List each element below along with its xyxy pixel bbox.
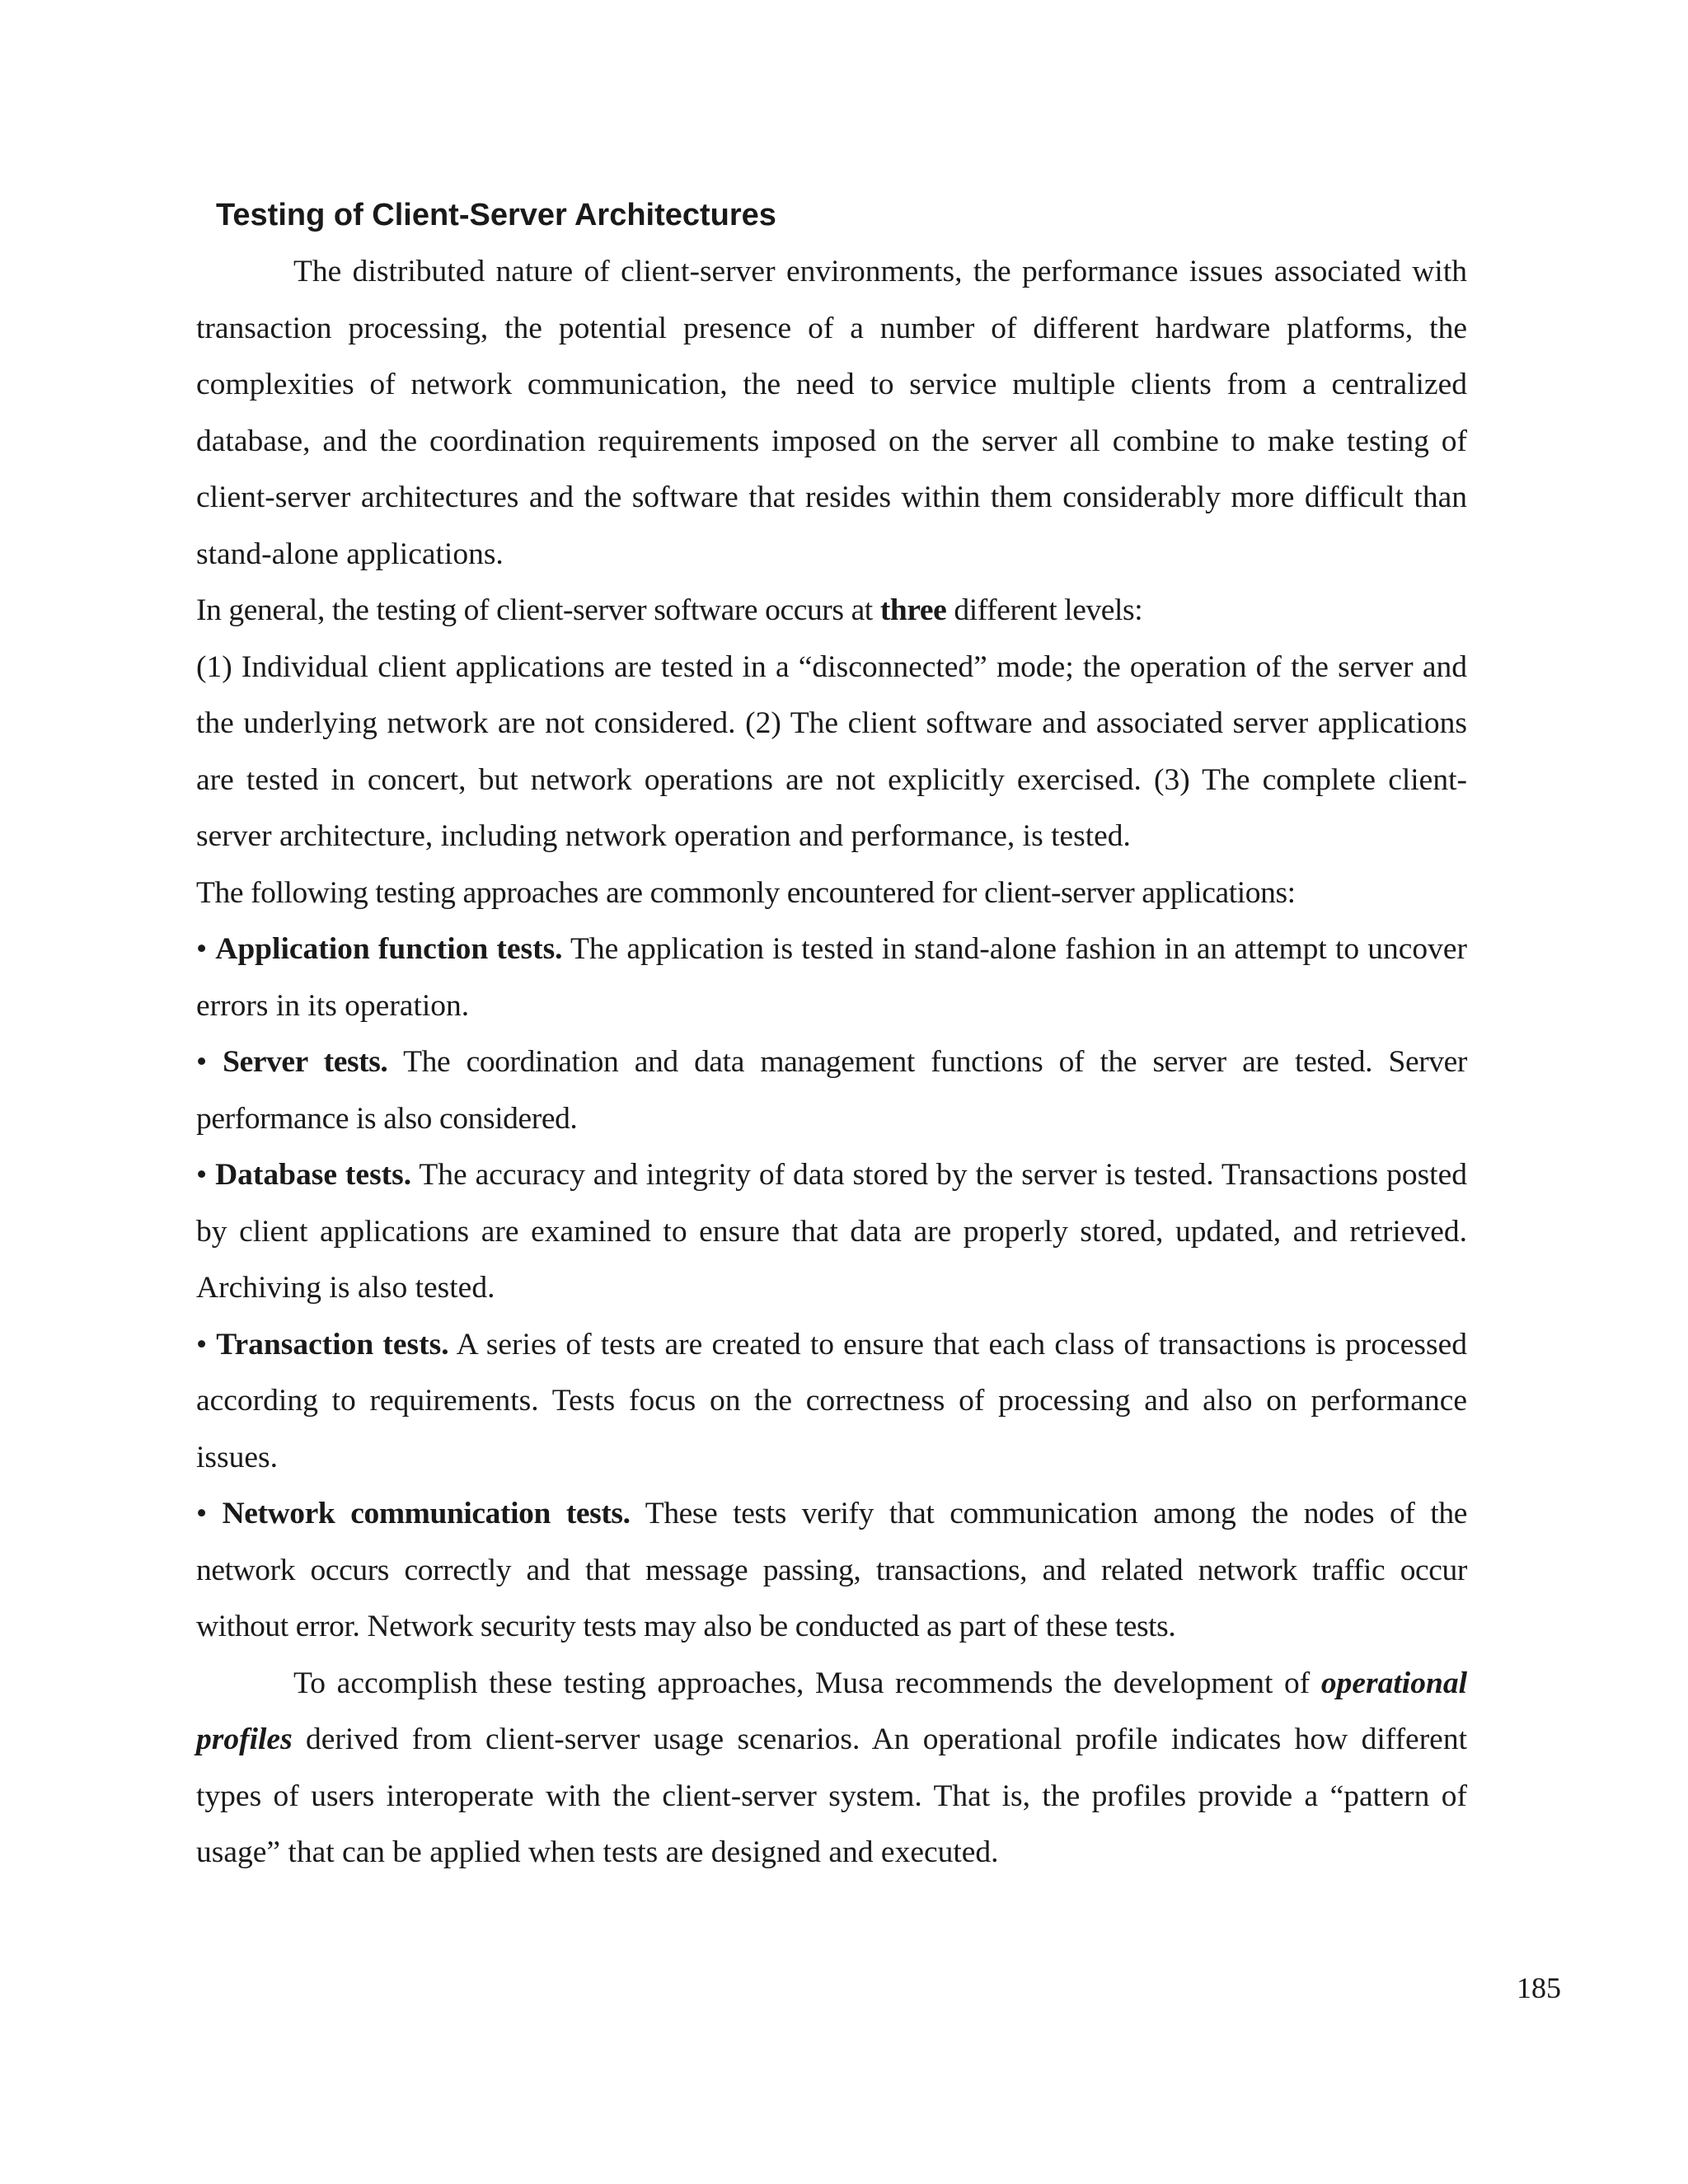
closing-emphasis: operational profiles (196, 1666, 1467, 1756)
bullet-marker: • (196, 1045, 223, 1079)
bullet-text: A series of tests are created to ensure that each class of transactions is processed according to requirements. Tests focus on the correctness of processing and also on performance issues. (196, 1327, 1467, 1474)
bullet-application-function-tests (196, 921, 1467, 1034)
bullet-term: Database tests. (215, 1158, 412, 1192)
bullet-server-tests (196, 1034, 1467, 1147)
body-text (196, 244, 1467, 1882)
bullet-database-tests (196, 1147, 1467, 1317)
approaches-intro-paragraph: The following testing approaches are commonly encountered for client-server applications: (196, 875, 1296, 910)
bullet-term: Server tests. (223, 1045, 388, 1079)
bullet-term: Network communication tests. (222, 1497, 631, 1530)
page-number: 185 (1517, 1971, 1561, 2004)
bullet-text: The accuracy and integrity of data stored by the server is tested. Transactions posted by client applications are examined to ensure that data are properly stored, updated, and retrieved. Archiving is also tested. (196, 1158, 1467, 1305)
bullet-term: Transaction tests. (216, 1327, 449, 1361)
closing-paragraph (196, 1656, 1467, 1882)
bullet-transaction-tests (196, 1317, 1467, 1487)
bullet-text: The coordination and data management functions of the server are tested. Server performance is also considered. (196, 1045, 1467, 1136)
bullet-text: These tests verify that communication among the nodes of the network occurs correctly and that message passing, transactions, and related network traffic occur without error. Network security tests may also be conducted as part of these tests. (196, 1497, 1467, 1643)
closing-before: To accomplish these testing approaches, Musa recommends the development of (293, 1666, 1321, 1700)
levels-intro-paragraph (196, 583, 1467, 640)
levels-paragraph: (1) Individual client applications are tested in a “disconnected” mode; the operation of the server and the underlying network are not considered. (2) The client software and associated server applications are tested in concert, but network operations are not explicitly exercised. (3) The complete client-server architecture, including network operation and performance, is tested. (196, 649, 1467, 853)
levels-intro-before: In general, the testing of client-server software occurs at (196, 593, 880, 627)
closing-after: derived from client-server usage scenarios. An operational profile indicates how different types of users interoperate with the client-server system. That is, the profiles provide a “pattern of usage” that can be applied when tests are designed and executed. (196, 1722, 1467, 1869)
levels-intro-emphasis: three (879, 593, 947, 627)
bullet-term: Application function tests. (215, 932, 563, 966)
bullet-marker: • (196, 1158, 216, 1192)
bullet-marker: • (196, 1497, 223, 1530)
bullet-network-communication-tests (196, 1486, 1467, 1656)
bullet-marker: • (196, 932, 216, 966)
bullet-marker: • (196, 1327, 217, 1361)
bullet-text: The application is tested in stand-alone fashion in an attempt to uncover errors in its operation. (196, 932, 1467, 1023)
intro-paragraph: The distributed nature of client-server environments, the performance issues associated with transaction processing, the potential presence of a number of different hardware platforms, the complexities of network communication, the need to service multiple clients from a centralized database, and the coordination requirements imposed on the server all combine to make testing of client-server architectures and the software that resides within them considerably more difficult than stand-alone applications. (196, 255, 1467, 571)
levels-intro-after: different levels: (946, 593, 1143, 627)
section-heading: Testing of Client-Server Architectures (216, 198, 776, 232)
